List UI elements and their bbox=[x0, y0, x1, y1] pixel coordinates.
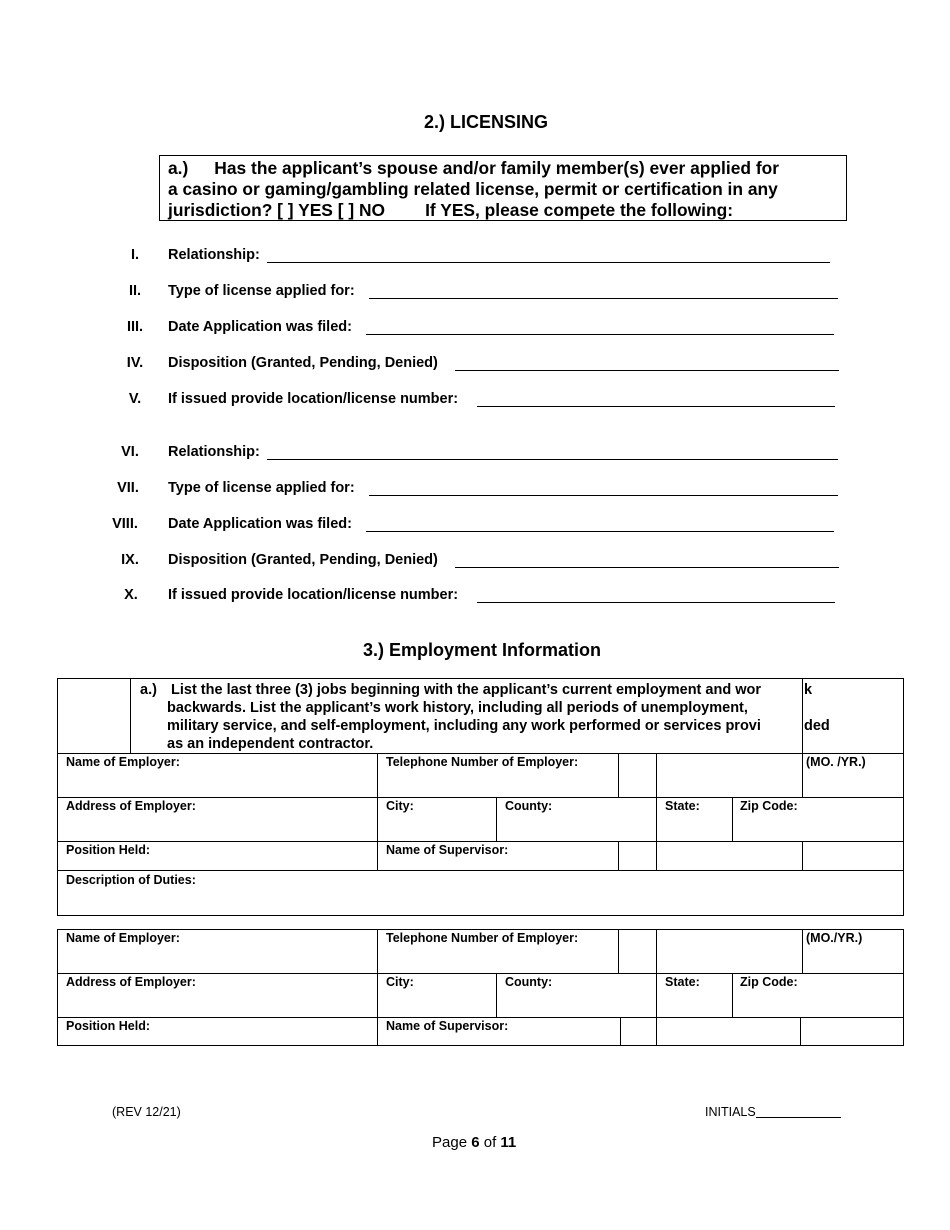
county-label: County: bbox=[505, 799, 553, 813]
employment-intro-line-2: backwards. List the applicant’s work history, including all periods of unemployment, bbox=[167, 700, 748, 716]
row-label: Relationship: bbox=[168, 444, 260, 460]
city-label: City: bbox=[386, 799, 414, 813]
telephone-label: Telephone Number of Employer: bbox=[386, 755, 579, 769]
row-num: I. bbox=[130, 247, 140, 263]
row-num: III. bbox=[126, 319, 144, 335]
row-num: V. bbox=[128, 391, 142, 407]
city-label: City: bbox=[386, 975, 414, 989]
date-filed-field-1[interactable] bbox=[366, 334, 834, 335]
county-label: County: bbox=[505, 975, 553, 989]
row-num: II. bbox=[128, 283, 142, 299]
row-label: Disposition (Granted, Pending, Denied) bbox=[168, 552, 438, 568]
position-held-label: Position Held: bbox=[66, 1019, 151, 1033]
row-label: Type of license applied for: bbox=[168, 283, 355, 299]
row-num: IV. bbox=[126, 355, 144, 371]
license-type-field-2[interactable] bbox=[369, 495, 838, 496]
row-label: Relationship: bbox=[168, 247, 260, 263]
address-label: Address of Employer: bbox=[66, 975, 196, 989]
employment-intro-line-1-tail: k bbox=[804, 682, 813, 698]
address-label: Address of Employer: bbox=[66, 799, 196, 813]
telephone-label: Telephone Number of Employer: bbox=[386, 931, 579, 945]
page-number: Page 6 of 11 bbox=[432, 1134, 517, 1151]
row-label: Type of license applied for: bbox=[168, 480, 355, 496]
location-license-field-2[interactable] bbox=[477, 602, 835, 603]
question-line-1: a.) Has the applicant’s spouse and/or family member(s) ever applied for bbox=[168, 158, 780, 178]
question-letter: a.) bbox=[168, 158, 189, 178]
row-label: Date Application was filed: bbox=[168, 516, 352, 532]
zip-label: Zip Code: bbox=[740, 799, 798, 813]
row-label: If issued provide location/license number: bbox=[168, 587, 459, 603]
row-num: VII. bbox=[117, 480, 139, 496]
row-num: IX. bbox=[121, 552, 139, 568]
employment-intro-line-3-tail: ded bbox=[804, 718, 830, 734]
row-num: VIII. bbox=[112, 516, 138, 532]
date-filed-field-2[interactable] bbox=[366, 531, 834, 532]
row-label: Disposition (Granted, Pending, Denied) bbox=[168, 355, 438, 371]
license-type-field-1[interactable] bbox=[369, 298, 838, 299]
relationship-field-2[interactable] bbox=[267, 459, 838, 460]
total-pages: 11 bbox=[500, 1134, 517, 1151]
disposition-field-2[interactable] bbox=[455, 567, 839, 568]
relationship-field-1[interactable] bbox=[267, 262, 830, 263]
employment-intro-line-1: List the last three (3) jobs beginning with the applicant’s current employment and wor bbox=[171, 682, 762, 698]
question-line-3: jurisdiction? [ ] YES [ ] NO If YES, please compete the following: bbox=[168, 200, 734, 220]
position-held-label: Position Held: bbox=[66, 843, 151, 857]
mo-yr-label: (MO./YR.) bbox=[806, 931, 863, 945]
employment-intro-line-3: military service, and self-employment, including any work performed or services provi bbox=[167, 718, 761, 734]
initials-field[interactable] bbox=[756, 1117, 841, 1118]
supervisor-label: Name of Supervisor: bbox=[386, 1019, 509, 1033]
initials-label: INITIALS bbox=[705, 1105, 756, 1119]
name-of-employer-label: Name of Employer: bbox=[66, 755, 180, 769]
zip-label: Zip Code: bbox=[740, 975, 798, 989]
row-num: X. bbox=[124, 587, 138, 603]
licensing-title: 2.) LICENSING bbox=[424, 112, 549, 132]
row-label: If issued provide location/license number: bbox=[168, 391, 459, 407]
current-page: 6 bbox=[471, 1134, 480, 1151]
row-num: VI. bbox=[121, 444, 139, 460]
employment-title: 3.) Employment Information bbox=[363, 640, 602, 660]
name-of-employer-label: Name of Employer: bbox=[66, 931, 180, 945]
duties-label: Description of Duties: bbox=[66, 873, 196, 887]
supervisor-label: Name of Supervisor: bbox=[386, 843, 509, 857]
state-label: State: bbox=[665, 799, 700, 813]
question-line-2: a casino or gaming/gambling related license, permit or certification in any bbox=[168, 179, 778, 199]
location-license-field-1[interactable] bbox=[477, 406, 835, 407]
disposition-field-1[interactable] bbox=[455, 370, 839, 371]
employment-intro-line-4: as an independent contractor. bbox=[167, 736, 374, 752]
mo-yr-label: (MO. /YR.) bbox=[806, 755, 866, 769]
row-label: Date Application was filed: bbox=[168, 319, 352, 335]
revision-label: (REV 12/21) bbox=[112, 1105, 181, 1119]
yes-no-checkboxes[interactable]: jurisdiction? [ ] YES [ ] NO bbox=[168, 200, 386, 220]
employment-intro-letter: a.) bbox=[140, 682, 157, 698]
licensing-question-box bbox=[159, 155, 847, 221]
state-label: State: bbox=[665, 975, 700, 989]
